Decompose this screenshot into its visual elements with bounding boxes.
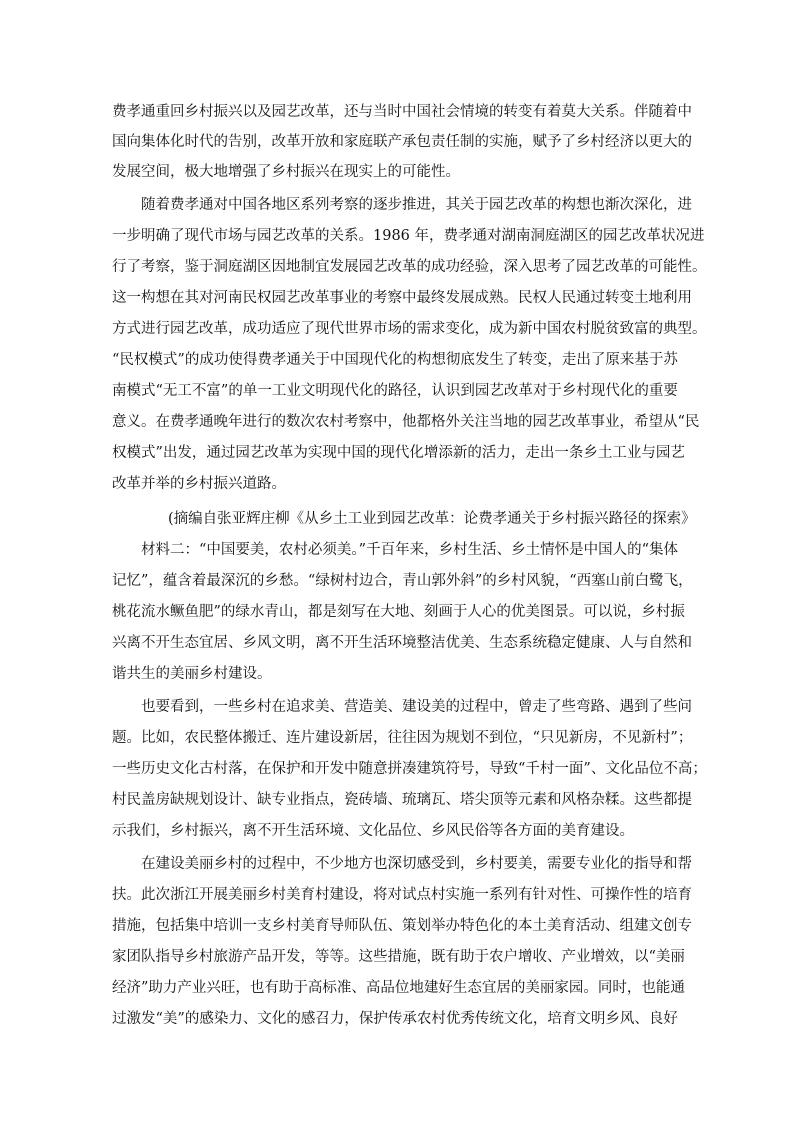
source-citation: (摘编自张亚辉庄柳《从乡土工业到园艺改革：论费孝通关于乡村振兴路径的探索》: [168, 511, 696, 527]
paragraph-line: 记忆”，蕴含着最深沉的乡愁。“绿树村边合，青山郭外斜”的乡村风貌，“西塞山前白鹭飞，: [112, 573, 693, 589]
paragraph-line: 国向集体化时代的告别，改革开放和家庭联产承包责任制的实施，赋予了乡村经济以更大的: [112, 134, 692, 150]
paragraph-line: 兴离不开生态宜居、乡风文明，离不开生活环境整洁优美、生态系统稳定健康、人与自然和: [112, 635, 692, 651]
paragraph-line: 措施，包括集中培训一支乡村美育导师队伍、策划举办特色化的本土美育活动、组建文创专: [112, 918, 692, 934]
paragraph-line: 家团队指导乡村旅游产品开发，等等。这些措施，既有助于农户增收、产业增效，以“美丽: [112, 949, 685, 965]
paragraph-line: 这一构想在其对河南民权园艺改革事业的考察中最终发展成熟。民权人民通过转变土地利用: [112, 290, 692, 306]
paragraph-line: 一些历史文化古村落，在保护和开发中随意拼凑建筑符号，导致“千村一面”、文化品位不高；: [112, 761, 707, 777]
paragraph-line: 题。比如，农民整体搬迁、连片建设新居，往往因为规划不到位，“只见新房，不见新村”；: [112, 730, 693, 746]
paragraph-line: 桃花流水鳜鱼肥”的绿水青山，都是刻写在大地、刻画于人心的优美图景。可以说，乡村振: [112, 604, 685, 620]
paragraph-line: “民权模式”的成功使得费孝通关于中国现代化的构想彻底发生了转变，走出了原来基于苏: [112, 352, 678, 368]
paragraph-line: 费孝通重回乡村振兴以及园艺改革，还与当时中国社会情境的转变有着莫大关系。伴随着中: [112, 104, 692, 120]
paragraph-line: 材料二：“中国要美，农村必须美。”千百年来，乡村生活、乡土情怀是中国人的“集体: [141, 542, 678, 558]
paragraph-line: 扶。此次浙江开展美丽乡村美育村建设，将对试点村实施一系列有针对性、可操作性的培育: [112, 887, 692, 903]
paragraph-line: 发展空间，极大地增强了乡村振兴在现实上的可能性。: [112, 164, 460, 180]
paragraph-line: 南模式“无工不富”的单一工业文明现代化的路径，认识到园艺改革对于乡村现代化的重要: [112, 383, 678, 399]
paragraph-line: 一步明确了现代市场与园艺改革的关系。1986 年，费孝通对湖南洞庭湖区的园艺改革状况进: [112, 228, 705, 244]
paragraph-line: 意义。在费孝通晚年进行的数次农村考察中，他都格外关注当地的园艺改革事业，希望从“民: [112, 414, 700, 430]
paragraph-line: 改革并举的乡村振兴道路。: [112, 476, 286, 492]
paragraph-line: 方式进行园艺改革，成功适应了现代世界市场的需求变化，成为新中国农村脱贫致富的典型。: [112, 321, 707, 337]
paragraph-line: 在建设美丽乡村的过程中，不少地方也深切感受到，乡村要美，需要专业化的指导和帮: [141, 856, 692, 872]
paragraph-line: 谐共生的美丽乡村建设。: [112, 666, 272, 682]
paragraph-line: 随着费孝通对中国各地区系列考察的逐步推进，其关于园艺改革的构想也渐次深化，进: [141, 197, 692, 213]
paragraph-line: 过激发“美”的感染力、文化的感召力，保护传承农村优秀传统文化，培育文明乡风、良好: [112, 1011, 678, 1027]
paragraph-line: 行了考察，鉴于洞庭湖区因地制宜发展园艺改革的成功经验，深入思考了园艺改革的可能性。: [112, 259, 707, 275]
paragraph-line: 经济”助力产业兴旺，也有助于高标准、高品位地建好生态宜居的美丽家园。同时，也能通: [112, 980, 685, 996]
paragraph-line: 权模式”出发，通过园艺改革为实现中国的现代化增添新的活力，走出一条乡土工业与园艺: [112, 445, 685, 461]
paragraph-line: 示我们，乡村振兴，离不开生活环境、文化品位、乡风民俗等各方面的美育建设。: [112, 823, 634, 839]
paragraph-line: 也要看到，一些乡村在追求美、营造美、建设美的过程中，曾走了些弯路、遇到了些问: [141, 699, 692, 715]
paragraph-line: 村民盖房缺规划设计、缺专业指点，瓷砖墙、琉璃瓦、塔尖顶等元素和风格杂糅。这些都提: [112, 792, 692, 808]
